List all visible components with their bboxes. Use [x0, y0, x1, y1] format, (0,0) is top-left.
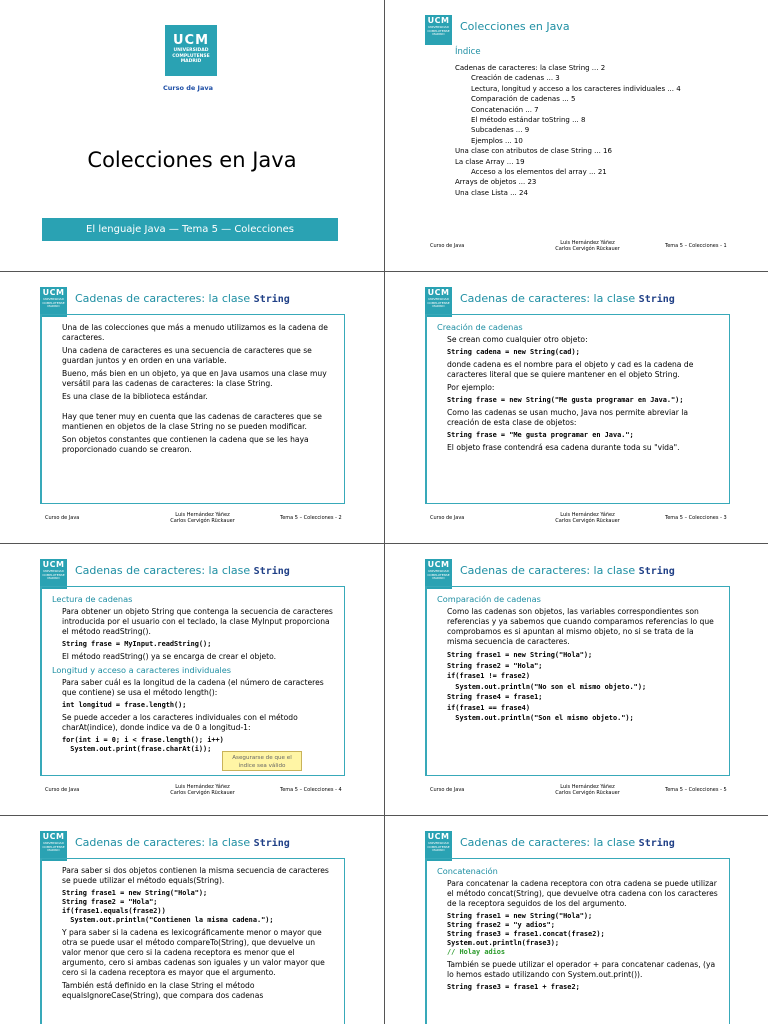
section-subtitle: Lectura de cadenas — [52, 594, 133, 604]
toc-item: La clase Array ... 19 — [455, 157, 525, 166]
heading-text: Cadenas de caracteres: la clase — [75, 292, 251, 305]
paragraph: También se puede utilizar el operador + para concatenar cadenas, (ya lo hemos estado utilizando con System.out.print()). — [447, 960, 716, 979]
logo-line: UNIVERSIDAD — [173, 48, 209, 53]
slide-heading — [75, 292, 290, 305]
ucm-logo — [425, 287, 452, 317]
logo-line: MADRID — [432, 576, 445, 580]
code-block: String frase1 = new String("Hola"); String frase2 = "Hola"; if(frase1.equals(frase2)) System.out.println("Contienen la misma cadena."); — [62, 889, 274, 924]
heading-code: String — [253, 294, 290, 305]
footer-course: Curso de Java — [430, 243, 465, 249]
slide-string-comparison — [385, 544, 768, 815]
page-number: Tema 5 – Colecciones - 2 — [280, 515, 342, 521]
footer-course: Curso de Java — [430, 787, 465, 793]
paragraph: El objeto frase contendrá esa cadena durante toda su "vida". — [447, 443, 680, 452]
paragraph: Se puede acceder a los caracteres individuales con el método charAt(indice), donde indice va de 0 a longitud-1: — [62, 713, 298, 732]
paragraph: Hay que tener muy en cuenta que las cadenas de caracteres que se mantienen en objetos de la clase String no se pueden modificar. — [62, 412, 322, 431]
paragraph: Una de las colecciones que más a menudo utilizamos es la cadena de caracteres. — [62, 323, 328, 342]
paragraph: Se crean como cualquier otro objeto: — [447, 335, 588, 344]
logo-line: MADRID — [432, 32, 445, 36]
slide-heading — [460, 564, 675, 577]
ucm-logo — [40, 287, 67, 317]
toc-item: Una clase Lista ... 24 — [455, 188, 528, 197]
logo-line: UNIVERSIDAD — [428, 841, 449, 845]
code-block: for(int i = 0; i < frase.length(); i++) System.out.print(frase.charAt(i)); — [62, 736, 224, 753]
logo-line: COMPLUTENSE — [427, 844, 450, 849]
paragraph: Y para saber si la cadena es lexicográficamente menor o mayor que otra se puede usar el método compareTo(String), que devuelve un valor menor que cero si la cadena receptora es menor que el argumento, cero si ambas cadenas son iguales y un valor mayor que cero si la cadena receptora es mayor que el argumento. — [62, 928, 325, 977]
page-number: Tema 5 – Colecciones - 5 — [665, 787, 727, 793]
paragraph: Es una clase de la biblioteca estándar. — [62, 392, 208, 401]
index-label: Índice — [455, 47, 481, 57]
heading-text: Cadenas de caracteres: la clase — [75, 836, 251, 849]
author-name: Carlos Cervigón Rückauer — [170, 518, 235, 524]
logo-line: COMPLUTENSE — [42, 300, 65, 305]
logo-line: UNIVERSIDAD — [428, 25, 449, 29]
toc-item: Ejemplos ... 10 — [471, 136, 523, 145]
page-number: Tema 5 – Colecciones - 1 — [665, 243, 727, 249]
logo-letters: UCM — [427, 832, 450, 841]
toc-item: Arrays de objetos ... 23 — [455, 178, 537, 187]
code-block: String cadena = new String(cad); — [447, 348, 580, 356]
paragraph: Como las cadenas se usan mucho, Java nos permite abreviar la creación de esta clase de objetos: — [447, 408, 689, 427]
code-comment — [437, 948, 719, 957]
slide-heading — [75, 564, 290, 577]
toc-list — [455, 63, 681, 198]
logo-line: COMPLUTENSE — [427, 300, 450, 305]
paragraph: Son objetos constantes que contienen la cadena que se les haya proporcionado cuando se crearon. — [62, 435, 309, 454]
section-subtitle: Creación de cadenas — [437, 322, 523, 332]
slide-heading — [460, 836, 675, 849]
footer-authors — [165, 512, 240, 524]
content-frame — [40, 586, 345, 776]
content-frame — [40, 858, 345, 1024]
logo-line: MADRID — [47, 304, 60, 308]
paragraph: Por ejemplo: — [447, 383, 495, 392]
logo-line: UNIVERSIDAD — [43, 569, 64, 573]
footer-authors — [550, 240, 625, 252]
logo-line: COMPLUTENSE — [427, 572, 450, 577]
footer-course: Curso de Java — [45, 515, 80, 521]
ucm-logo — [425, 831, 452, 861]
code-block: String frase1 = new String("Hola"); String frase2 = "y adios"; String frase3 = frase1.concat(frase2); System.out.println(frase3); — [447, 912, 605, 947]
ucm-logo — [40, 559, 67, 589]
logo-line: UNIVERSIDAD — [43, 841, 64, 845]
section-subtitle: Concatenación — [437, 866, 498, 876]
logo-letters: UCM — [427, 288, 450, 297]
author-name: Carlos Cervigón Rückauer — [170, 790, 235, 796]
heading-code: String — [253, 838, 290, 849]
page-number: Tema 5 – Colecciones - 3 — [665, 515, 727, 521]
slide-heading — [460, 292, 675, 305]
author-name: Carlos Cervigón Rückauer — [555, 246, 620, 252]
content-frame — [40, 314, 345, 504]
heading-text: Cadenas de caracteres: la clase — [460, 292, 636, 305]
footer-authors — [550, 784, 625, 796]
heading-code: String — [638, 566, 675, 577]
logo-letters: UCM — [172, 33, 210, 48]
table-of-contents — [455, 47, 681, 198]
paragraph: Para saber si dos objetos contienen la misma secuencia de caracteres se puede utilizar el método equals(String). — [62, 866, 329, 885]
slide-index — [385, 0, 768, 271]
paragraph: Para saber cuál es la longitud de la cadena (el número de caracteres que contiene) se usa el método length(): — [62, 678, 324, 697]
content-frame — [425, 314, 730, 504]
heading-code: String — [638, 294, 675, 305]
toc-item: El método estándar toString ... 8 — [471, 116, 586, 125]
sticky-note: Asegurarse de que el índice sea válido — [222, 751, 302, 771]
toc-item: Comparación de cadenas ... 5 — [471, 95, 576, 104]
toc-item: Creación de cadenas ... 3 — [471, 74, 560, 83]
logo-line: MADRID — [47, 576, 60, 580]
heading-code: String — [638, 838, 675, 849]
logo-letters: UCM — [427, 560, 450, 569]
code-block: String frase = MyInput.readString(); — [62, 640, 212, 648]
paragraph: Una cadena de caracteres es una secuencia de caracteres que se guardan juntos y en orden en una variable. — [62, 346, 312, 365]
author-name: Luis Hernández Yáñez — [560, 240, 615, 246]
paragraph: Como las cadenas son objetos, las variables correspondientes son referencias y ya sabemos que cuando comparamos referencias lo que comprobamos es si apuntan al mismo objeto, no si se trata de la misma secuencia de caracteres. — [447, 607, 714, 646]
footer-authors — [165, 784, 240, 796]
logo-line: MADRID — [432, 304, 445, 308]
author-name: Luis Hernández Yáñez — [175, 784, 230, 790]
author-name: Carlos Cervigón Rückauer — [555, 790, 620, 796]
paragraph: Para concatenar la cadena receptora con otra cadena se puede utilizar el método concat(String), que devuelve otra cadena con los caracteres de la receptora seguidos de los del argumento. — [447, 879, 718, 908]
logo-line: UNIVERSIDAD — [428, 569, 449, 573]
slide-string-equals — [0, 816, 384, 1024]
paragraph: Bueno, más bien en un objeto, ya que en Java usamos una clase muy versátil para las cadenas de caracteres: la clase String. — [62, 369, 327, 388]
toc-item: Subcadenas ... 9 — [471, 126, 530, 135]
author-name: Luis Hernández Yáñez — [560, 784, 615, 790]
ucm-logo — [425, 15, 452, 45]
content-frame — [425, 858, 730, 1024]
code-comment-text: // Holay adios — [447, 948, 506, 956]
logo-letters: UCM — [427, 16, 450, 25]
course-label: Curso de Java — [163, 84, 213, 92]
heading-text: Cadenas de caracteres: la clase — [460, 836, 636, 849]
slide-string-concat — [385, 816, 768, 1024]
logo-line: COMPLUTENSE — [172, 53, 210, 59]
logo-line: MADRID — [180, 59, 202, 64]
ucm-logo — [165, 25, 217, 76]
author-name: Luis Hernández Yáñez — [175, 512, 230, 518]
code-block: String frase3 = frase1 + frase2; — [447, 983, 580, 991]
logo-line: COMPLUTENSE — [42, 572, 65, 577]
presentation-title: Colecciones en Java — [87, 148, 297, 172]
paragraph: Para obtener un objeto String que contenga la secuencia de caracteres introducida por el usuario con el teclado, la clase MyInput proporciona el método readString(). — [62, 607, 333, 636]
logo-line: MADRID — [432, 848, 445, 852]
logo-letters: UCM — [42, 288, 65, 297]
toc-item: Una clase con atributos de clase String ... 16 — [455, 147, 612, 156]
paragraph: También está definido en la clase String el método equalsIgnoreCase(String), que compara dos cadenas — [62, 981, 264, 1000]
section-subtitle: Comparación de cadenas — [437, 594, 541, 604]
paragraph: El método readString() ya se encarga de crear el objeto. — [62, 652, 277, 661]
ucm-logo — [40, 831, 67, 861]
page-number: Tema 5 – Colecciones - 4 — [280, 787, 342, 793]
slide-heading: Colecciones en Java — [460, 20, 570, 33]
code-block: String frase = "Me gusta programar en Java."; — [447, 431, 634, 439]
slide-string-creation — [385, 272, 768, 543]
author-name: Carlos Cervigón Rückauer — [555, 518, 620, 524]
logo-letters: UCM — [42, 832, 65, 841]
logo-letters: UCM — [42, 560, 65, 569]
slide-string-reading — [0, 544, 384, 815]
logo-line: MADRID — [47, 848, 60, 852]
heading-code: String — [253, 566, 290, 577]
heading-text: Cadenas de caracteres: la clase — [460, 564, 636, 577]
heading-text: Cadenas de caracteres: la clase — [75, 564, 251, 577]
toc-item: Concatenación ... 7 — [471, 105, 539, 114]
section-subtitle: Longitud y acceso a caracteres individuales — [52, 665, 232, 675]
subtitle-band: El lenguaje Java — Tema 5 — Colecciones — [42, 218, 338, 241]
content-frame — [425, 586, 730, 776]
footer-authors — [550, 512, 625, 524]
footer-course: Curso de Java — [430, 515, 465, 521]
ucm-logo — [425, 559, 452, 589]
code-block: String frase1 = new String("Hola"); String frase2 = "Hola"; if(frase1 != frase2) System.out.println("No son el mismo objeto."); String frase4 = frase1; if(frase1 == frase4) System.out.println("Son el mismo objeto."); — [447, 651, 647, 722]
logo-line: COMPLUTENSE — [42, 844, 65, 849]
slide-string-intro — [0, 272, 384, 543]
code-block: String frase = new String("Me gusta programar en Java."); — [447, 396, 684, 404]
logo-line: COMPLUTENSE — [427, 28, 450, 33]
slide-title — [0, 0, 384, 271]
paragraph: donde cadena es el nombre para el objeto y cad es la cadena de caracteres literal que se quiere mantener en el objeto String. — [447, 360, 694, 379]
toc-item: Cadenas de caracteres: la clase String ... 2 — [455, 64, 606, 72]
author-name: Luis Hernández Yáñez — [560, 512, 615, 518]
code-block: int longitud = frase.length(); — [62, 701, 187, 709]
slide-heading — [75, 836, 290, 849]
logo-line: UNIVERSIDAD — [43, 297, 64, 301]
toc-item: Acceso a los elementos del array ... 21 — [471, 168, 607, 177]
logo-line: UNIVERSIDAD — [428, 297, 449, 301]
toc-item: Lectura, longitud y acceso a los caracteres individuales ... 4 — [471, 84, 681, 93]
footer-course: Curso de Java — [45, 787, 80, 793]
